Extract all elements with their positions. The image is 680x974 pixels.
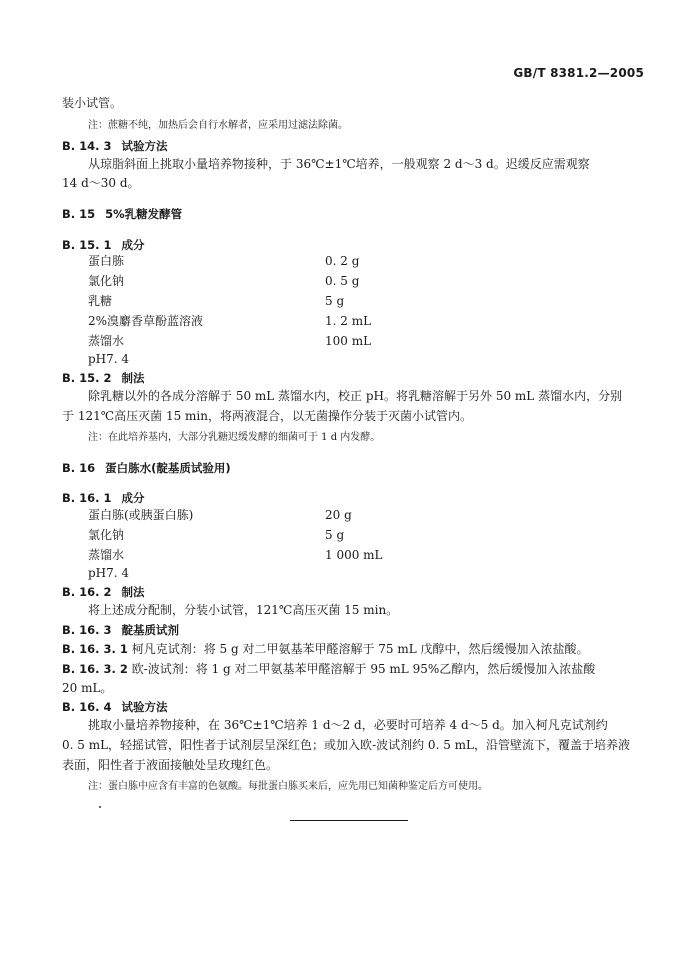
- ingredient-amount: 100 mL: [325, 334, 372, 348]
- section-heading-b15: [62, 205, 182, 223]
- ingredient-row: [88, 292, 345, 310]
- ingredient-amount: 0. 5 g: [325, 274, 360, 288]
- ingredient-row: [88, 506, 352, 524]
- paragraph-line: 表面，阳性者于液面接触处呈玫瑰红色。: [62, 758, 279, 772]
- section-title: 成分: [121, 491, 145, 505]
- ingredient-name: 氯化钠: [88, 528, 125, 542]
- paragraph-line: 14 d～30 d。: [62, 176, 140, 190]
- section-title: 试验方法: [121, 139, 168, 153]
- section-heading-b16-3: [62, 621, 179, 639]
- paragraph-line: 从琼脂斜面上挑取小量培养物接种，于 36℃±1℃培养，一般观察 2 d～3 d。迟缓反应需观察: [88, 157, 590, 171]
- ingredient-amount: 0. 2 g: [325, 254, 360, 268]
- ph-value: pH7. 4: [88, 352, 130, 366]
- section-number: B. 16. 2: [62, 585, 112, 599]
- section-heading-b14-3: [62, 137, 168, 155]
- paragraph-line: 装小试管。: [62, 96, 123, 110]
- note: 注：在此培养基内，大部分乳糖迟缓发酵的细菌可于 1 d 内发酵。: [88, 432, 381, 443]
- ingredient-amount: 1. 2 mL: [325, 314, 372, 328]
- standard-code: GB/T 8381.2—2005: [513, 66, 644, 80]
- paragraph-line: 将上述成分配制，分装小试管，121℃高压灭菌 15 min。: [88, 603, 399, 617]
- section-title: 试验方法: [121, 700, 168, 714]
- section-title: 5%乳糖发酵管: [105, 207, 183, 221]
- section-number: B. 16. 3: [62, 623, 112, 637]
- section-number: B. 14. 3: [62, 139, 112, 153]
- stray-mark: [99, 806, 101, 808]
- ingredient-row: [88, 312, 372, 330]
- ingredient-name: 蒸馏水: [88, 334, 125, 348]
- section-title: 制法: [121, 585, 145, 599]
- ingredient-amount: 20 g: [325, 508, 352, 522]
- section-number: B. 15. 1: [62, 238, 112, 252]
- ingredient-name: 2%溴麝香草酚蓝溶液: [88, 314, 204, 328]
- section-number: B. 16. 1: [62, 491, 112, 505]
- paragraph-line: 20 mL。: [62, 681, 113, 695]
- section-number: B. 15: [62, 207, 96, 221]
- section-heading-b15-2: [62, 369, 145, 387]
- ph-value: pH7. 4: [88, 566, 130, 580]
- subsection-text: 柯凡克试剂：将 5 g 对二甲氨基苯甲醛溶解于 75 mL 戊醇中，然后缓慢加入浓盐酸。: [131, 642, 589, 656]
- section-number: B. 16: [62, 461, 96, 475]
- ingredient-amount: 1 000 mL: [325, 548, 383, 562]
- paragraph-line: 除乳糖以外的各成分溶解于 50 mL 蒸馏水内，校正 pH。将乳糖溶解于另外 50 mL 蒸馏水内，分别: [88, 389, 623, 403]
- paragraph-line: 挑取小量培养物接种，在 36℃±1℃培养 1 d～2 d，必要时可培养 4 d～5 d。加入柯凡克试剂约: [88, 718, 608, 732]
- subsection-text: 欧-波试剂：将 1 g 对二甲氨基苯甲醛溶解于 95 mL 95%乙醇内，然后缓慢加入浓盐酸: [131, 662, 596, 676]
- note: 注：蔗糖不纯，加热后会自行水解者，应采用过滤法除菌。: [88, 120, 348, 131]
- section-number: B. 16. 3. 2: [62, 662, 128, 676]
- section-number: B. 16. 4: [62, 700, 112, 714]
- section-title: 蛋白胨水(靛基质试验用): [105, 461, 231, 475]
- paragraph-line: 0. 5 mL，轻摇试管，阳性者于试剂层呈深红色；或加入欧-波试剂约 0. 5 mL，沿管壁流下，覆盖于培养液: [62, 738, 630, 752]
- section-title: 制法: [121, 371, 145, 385]
- ingredient-name: 氯化钠: [88, 274, 125, 288]
- ingredient-amount: 5 g: [325, 528, 345, 542]
- ingredient-row: [88, 252, 360, 270]
- paragraph-line: 于 121℃高压灭菌 15 min，将两液混合，以无菌操作分装于灭菌小试管内。: [62, 409, 472, 423]
- ingredient-row: [88, 332, 372, 350]
- ingredient-row: [88, 272, 360, 290]
- ingredient-name: 蛋白胨(或胰蛋白胨): [88, 508, 194, 522]
- section-title: 靛基质试剂: [121, 623, 180, 637]
- section-heading-b16-1: [62, 489, 145, 507]
- subsection-b16-3-1: [62, 640, 589, 658]
- ingredient-name: 蛋白胨: [88, 254, 125, 268]
- ingredient-row: [88, 526, 345, 544]
- note: 注：蛋白胨中应含有丰富的色氨酸。每批蛋白胨买来后，应先用已知菌种鉴定后方可使用。: [88, 781, 488, 792]
- ingredient-name: 乳糖: [88, 294, 113, 308]
- end-rule: [290, 820, 408, 821]
- section-number: B. 16. 3. 1: [62, 642, 128, 656]
- section-title: 成分: [121, 238, 145, 252]
- section-number: B. 15. 2: [62, 371, 112, 385]
- section-heading-b16-2: [62, 583, 145, 601]
- section-heading-b16-4: [62, 698, 168, 716]
- ingredient-amount: 5 g: [325, 294, 345, 308]
- ingredient-name: 蒸馏水: [88, 548, 125, 562]
- section-heading-b16: [62, 459, 231, 477]
- subsection-b16-3-2: [62, 660, 595, 678]
- ingredient-row: [88, 546, 383, 564]
